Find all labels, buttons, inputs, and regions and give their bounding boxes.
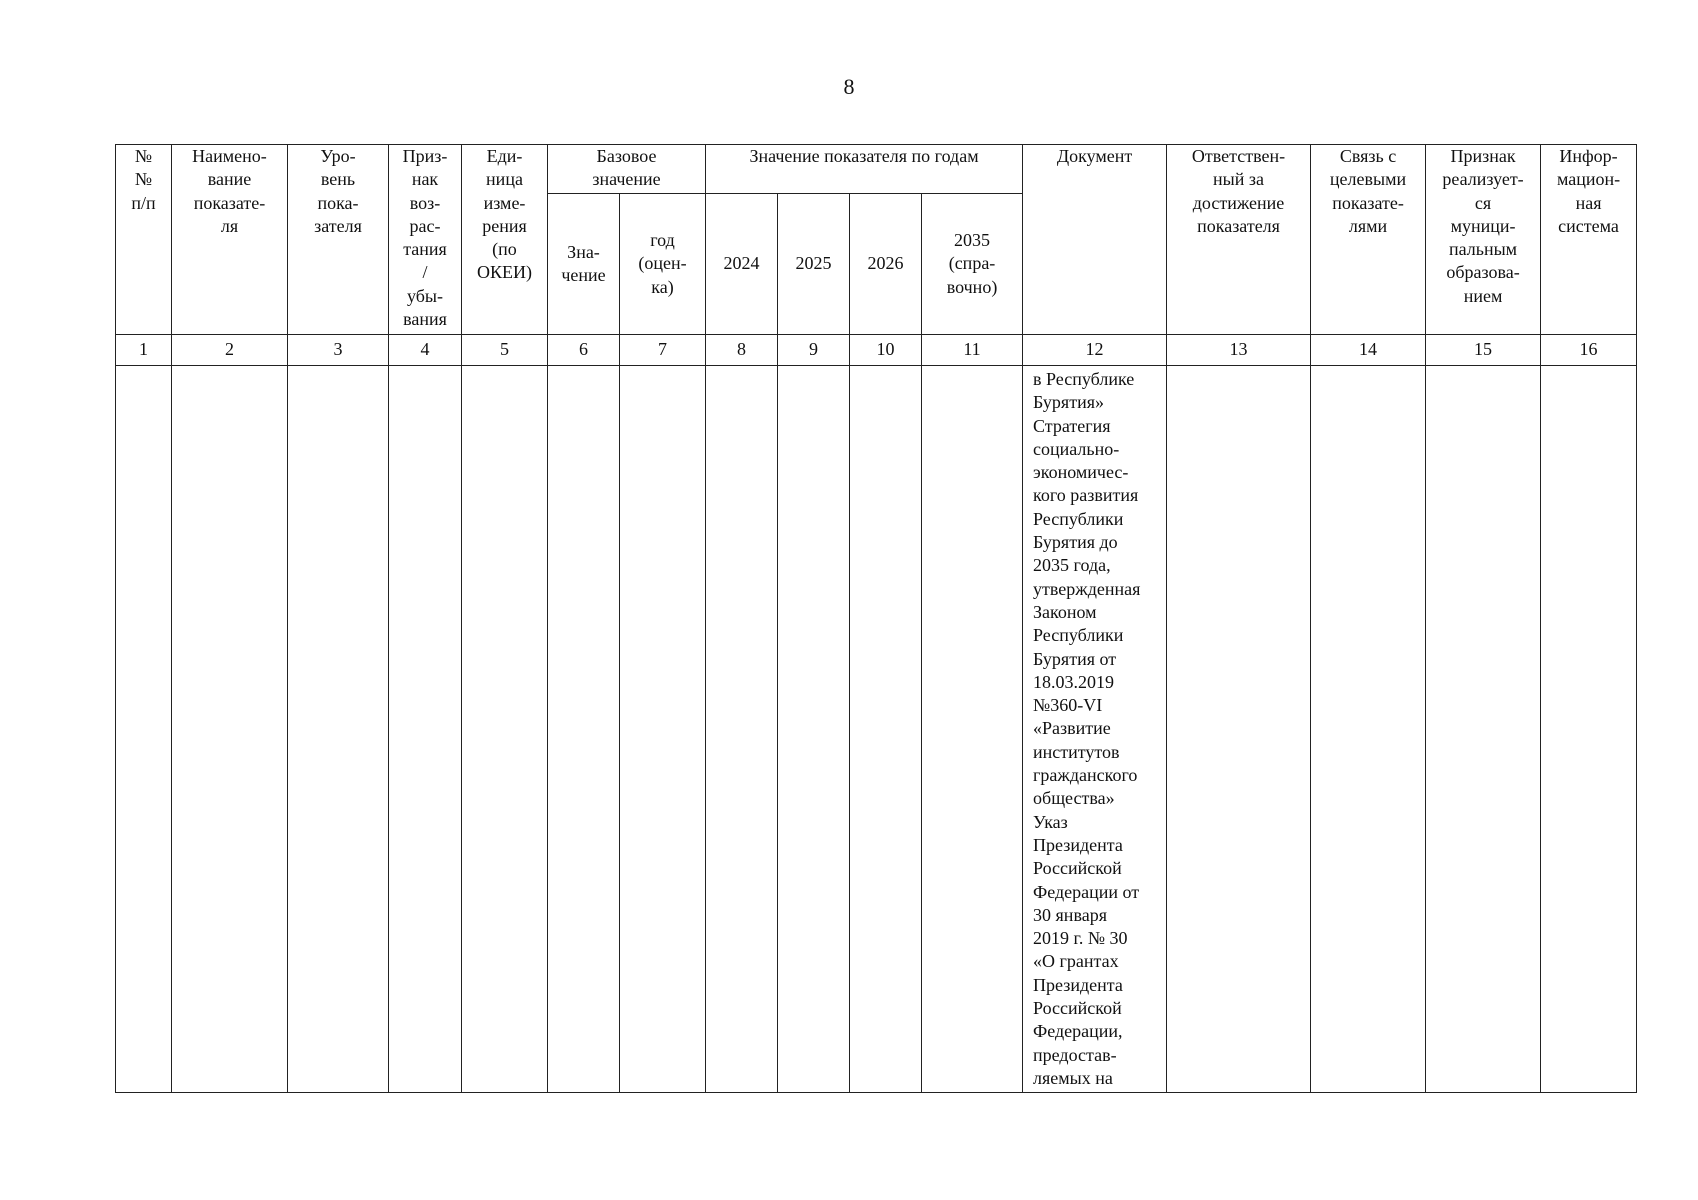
column-number: 15: [1426, 335, 1541, 366]
cell-year-2026: [850, 366, 922, 1093]
cell-info-system: [1541, 366, 1637, 1093]
column-number: 1: [116, 335, 172, 366]
header-document: Документ: [1023, 145, 1167, 335]
cell-municipal-sign: [1426, 366, 1541, 1093]
cell-responsible: [1167, 366, 1311, 1093]
header-base-year: год (оцен- ка): [620, 194, 706, 335]
cell-year-2025: [778, 366, 850, 1093]
header-year-2024: 2024: [706, 194, 778, 335]
cell-indicator-level: [288, 366, 389, 1093]
header-base-value: Зна- чение: [548, 194, 620, 335]
cell-base-year: [620, 366, 706, 1093]
column-number: 4: [389, 335, 462, 366]
indicators-table: [115, 144, 1637, 1093]
header-growth-sign: Приз- нак воз- рас- тания / убы- вания: [389, 145, 462, 335]
header-row-number: № № п/п: [116, 145, 172, 335]
cell-document: в Республике Бурятия» Стратегия социально- экономичес- кого развития Республики Бурятия до 2035 года, утвержденная Законом Республики Бурятия от 18.03.2019 №360-VI «Развитие институтов гражданского общества» Указ Президента Российской Федерации от 30 января 2019 г. № 30 «О грантах Президента Российской Федерации, предостав- ляемых на: [1023, 366, 1167, 1093]
cell-target-link: [1311, 366, 1426, 1093]
header-year-2026: 2026: [850, 194, 922, 335]
column-number: 11: [922, 335, 1023, 366]
column-numbers-row: [116, 335, 1637, 366]
column-number: 3: [288, 335, 389, 366]
header-year-2025: 2025: [778, 194, 850, 335]
header-target-link: Связь с целевыми показате- лями: [1311, 145, 1426, 335]
column-number: 8: [706, 335, 778, 366]
header-base-value-group: Базовое значение: [548, 145, 706, 194]
column-number: 10: [850, 335, 922, 366]
header-unit: Еди- ница изме- рения (по ОКЕИ): [462, 145, 548, 335]
table-row: [116, 366, 1637, 1093]
column-number: 5: [462, 335, 548, 366]
column-number: 12: [1023, 335, 1167, 366]
header-responsible: Ответствен- ный за достижение показателя: [1167, 145, 1311, 335]
cell-unit: [462, 366, 548, 1093]
cell-base-value: [548, 366, 620, 1093]
header-info-system: Инфор- мацион- ная система: [1541, 145, 1637, 335]
header-row-top: [116, 145, 1637, 194]
cell-growth-sign: [389, 366, 462, 1093]
page-number: 8: [843, 74, 855, 99]
cell-year-2024: [706, 366, 778, 1093]
header-indicator-name: Наимено- вание показате- ля: [172, 145, 288, 335]
header-years-group: Значение показателя по годам: [706, 145, 1023, 194]
column-number: 7: [620, 335, 706, 366]
column-number: 16: [1541, 335, 1637, 366]
column-number: 2: [172, 335, 288, 366]
column-number: 6: [548, 335, 620, 366]
cell-year-2035: [922, 366, 1023, 1093]
column-number: 9: [778, 335, 850, 366]
column-number: 13: [1167, 335, 1311, 366]
header-indicator-level: Уро- вень пока- зателя: [288, 145, 389, 335]
cell-indicator-name: [172, 366, 288, 1093]
cell-row-number: [116, 366, 172, 1093]
column-number: 14: [1311, 335, 1426, 366]
header-year-2035: 2035 (спра- вочно): [922, 194, 1023, 335]
header-municipal-sign: Признак реализует- ся муници- пальным образова- нием: [1426, 145, 1541, 335]
